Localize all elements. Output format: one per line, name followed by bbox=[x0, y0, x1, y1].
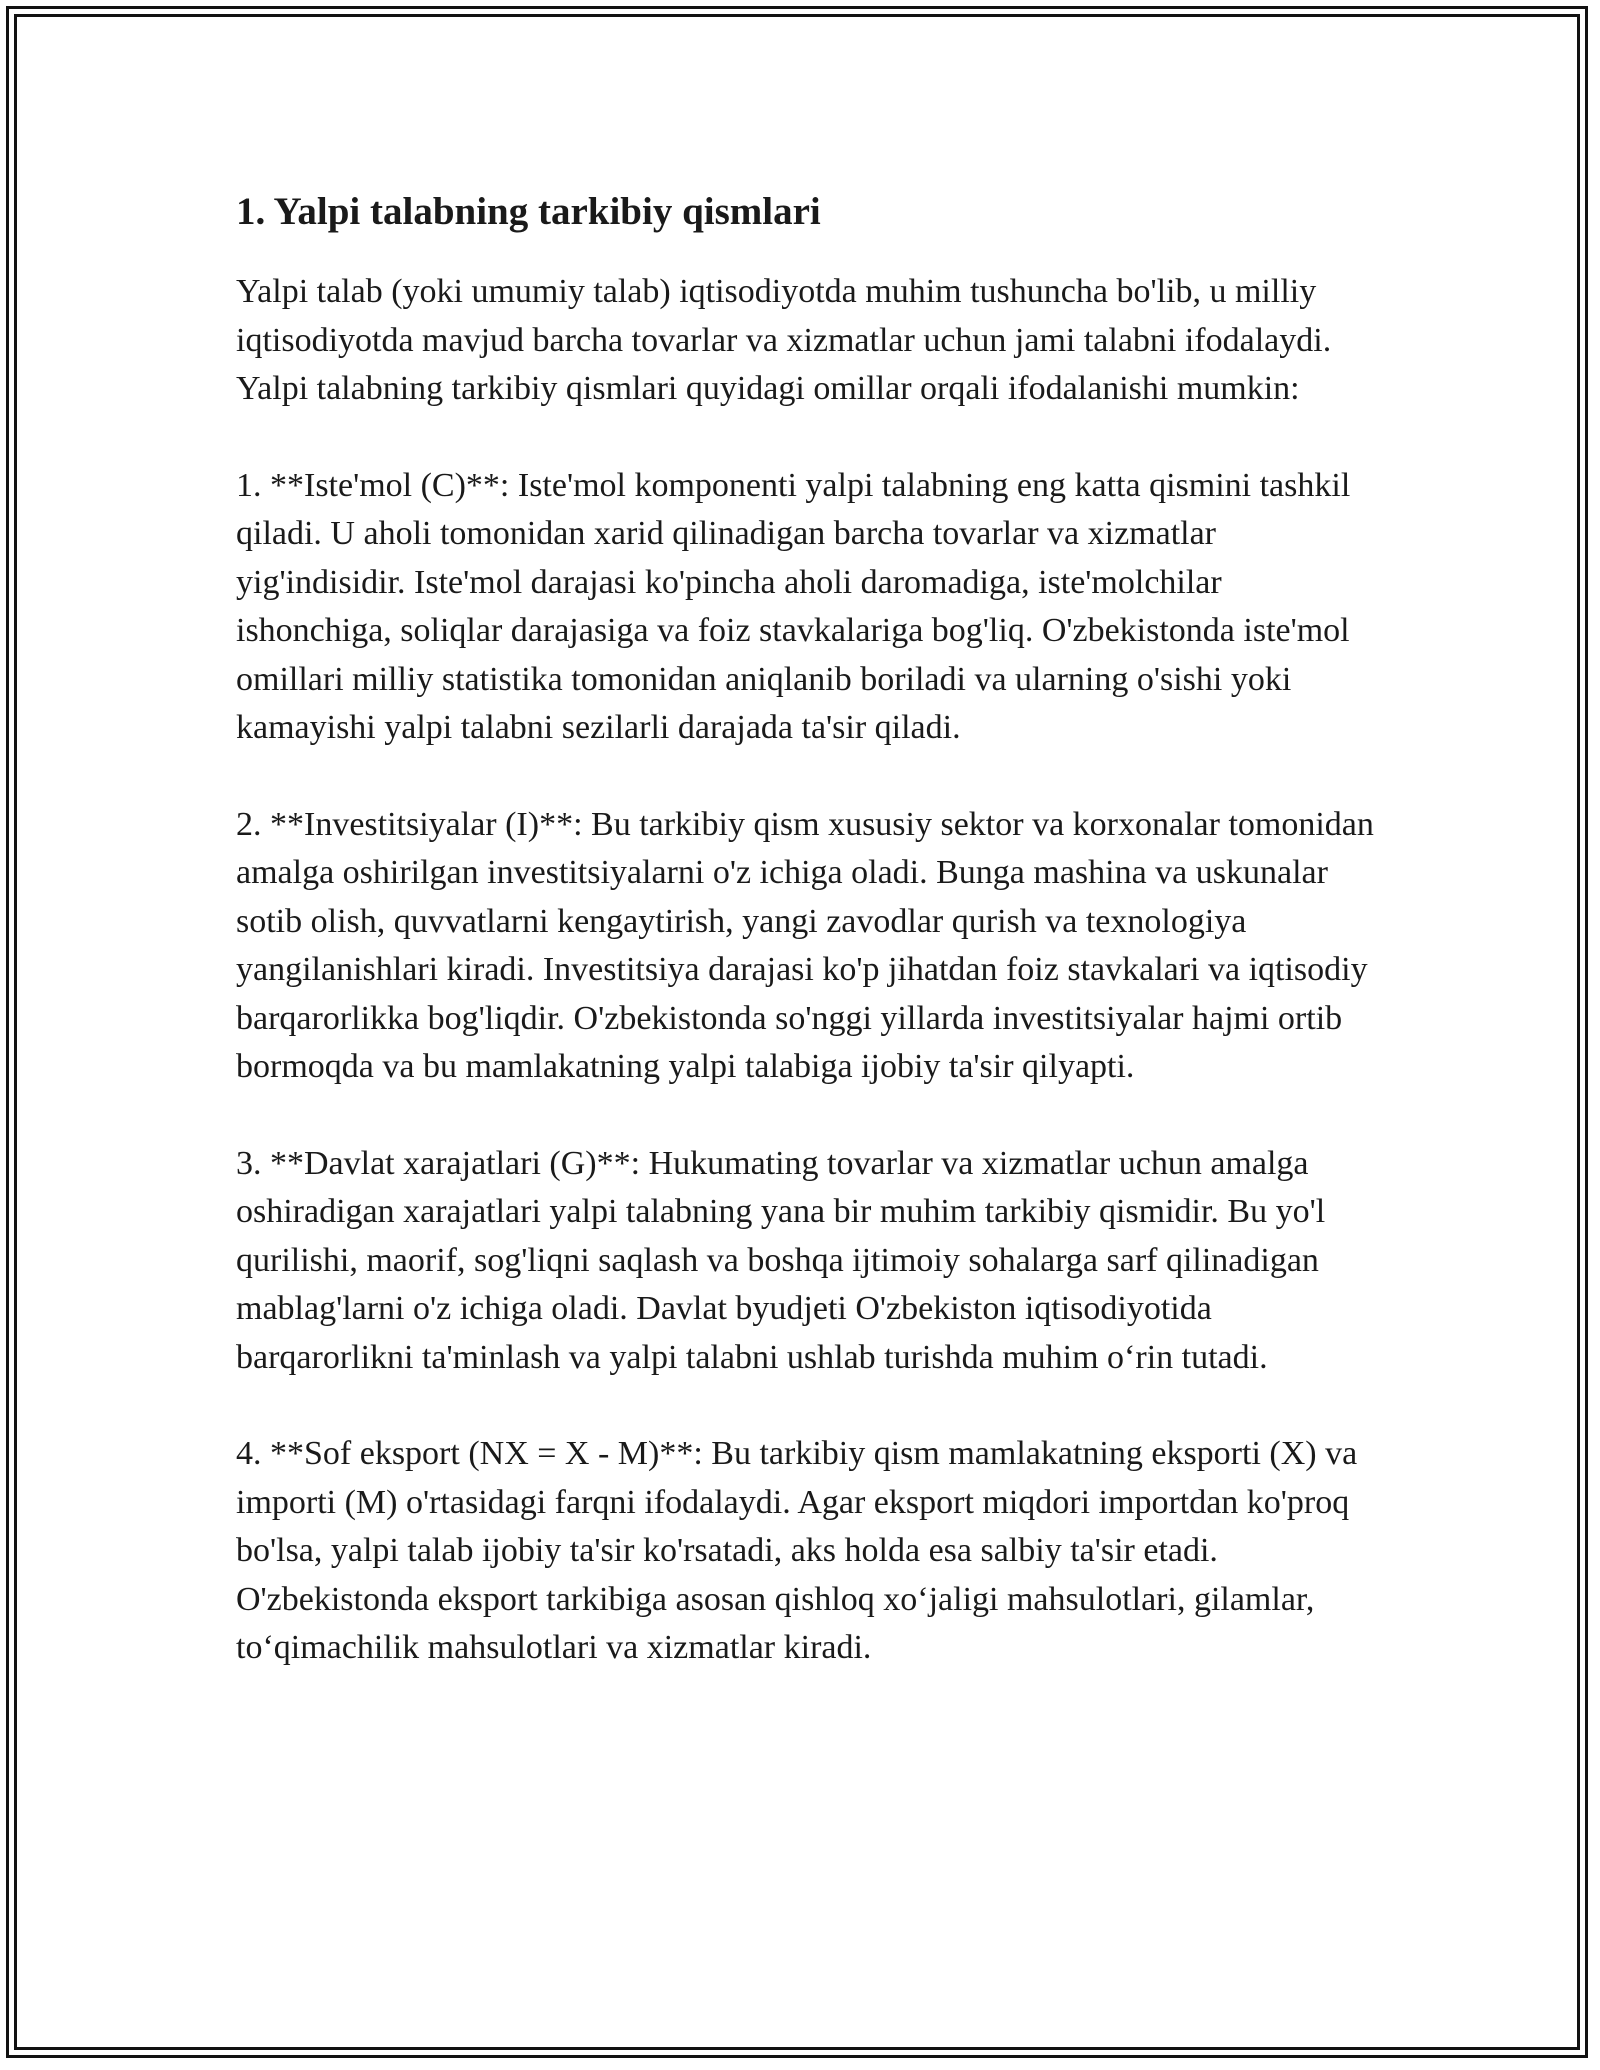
document-title: 1. Yalpi talabning tarkibiy qismlari bbox=[236, 190, 821, 233]
list-item-net-exports: 4. **Sof eksport (NX = X - M)**: Bu tarkibiy qism mamlakatning eksporti (X) va importi (M) o'rtasidagi farqni ifodalaydi. Agar eksport miqdori importdan ko'proq bo'lsa, yalpi talab ijobiy ta'sir ko'rsatadi, aks holda esa salbiy ta'sir etadi. O'zbekistonda eksport tarkibiga asosan qishloq xo‘jaligi mahsulotlari, gilamlar, to‘qimachilik mahsulotlari va xizmatlar kiradi. bbox=[236, 1435, 1358, 1666]
list-item-investment: 2. **Investitsiyalar (I)**: Bu tarkibiy qism xususiy sektor va korxonalar tomonidan amalga oshirilgan investitsiyalarni o'z ichiga oladi. Bunga mashina va uskunalar sotib olish, quvvatlarni kengaytirish, yangi zavodlar qurish va texnologiya yangilanishlari kiradi. Investitsiya darajasi ko'p jihatdan foiz stavkalari va iqtisodiy barqarorlikka bog'liqdir. O'zbekistonda so'nggi yillarda investitsiyalar hajmi ortib bormoqda va bu mamlakatning yalpi talabiga ijobiy ta'sir qilyapti. bbox=[236, 805, 1374, 1085]
intro-paragraph: Yalpi talab (yoki umumiy talab) iqtisodiyotda muhim tushuncha bo'lib, u milliy iqtisodiyotda mavjud barcha tovarlar va xizmatlar uchun jami talabni ifodalaydi. Yalpi talabning tarkibiy qismlari quyidagi omillar orqali ifodalanishi mumkin: bbox=[236, 273, 1332, 407]
document-body bbox=[236, 186, 1376, 1721]
list-item-consumption: 1. **Iste'mol (C)**: Iste'mol komponenti yalpi talabning eng katta qismini tashkil qiladi. U aholi tomonidan xarid qilinadigan barcha tovarlar va xizmatlar yig'indisidir. Iste'mol darajasi ko'pincha aholi daromadiga, iste'molchilar ishonchiga, soliqlar darajasiga va foiz stavkalariga bog'liq. O'zbekistonda iste'mol omillari milliy statistika tomonidan aniqlanib boriladi va ularning o'sishi yoki kamayishi yalpi talabni sezilarli darajada ta'sir qiladi. bbox=[236, 466, 1351, 746]
list-item-government-spending: 3. **Davlat xarajatlari (G)**: Hukumating tovarlar va xizmatlar uchun amalga oshiradigan xarajatlari yalpi talabning yana bir muhim tarkibiy qismidir. Bu yo'l qurilishi, maorif, sog'liqni saqlash va boshqa ijtimoiy sohalarga sarf qilinadigan mablag'larni o'z ichiga oladi. Davlat byudjeti O'zbekiston iqtisodiyotida barqarorlikni ta'minlash va yalpi talabni ushlab turishda muhim o‘rin tutadi. bbox=[236, 1144, 1326, 1376]
